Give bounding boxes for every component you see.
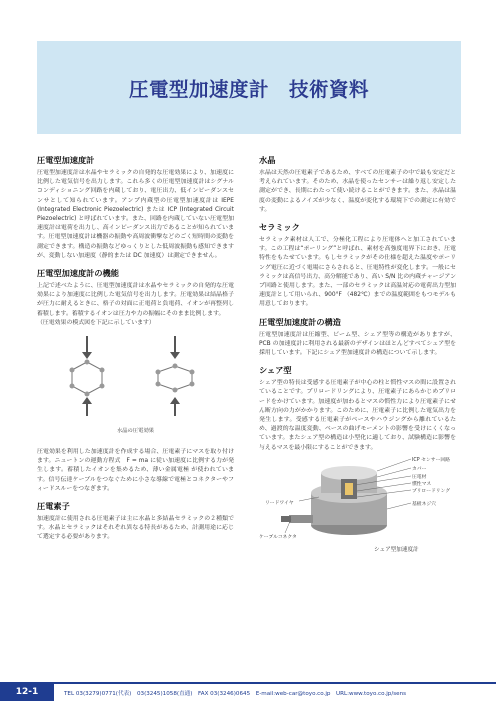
paragraph-shear: シェア型の特長は受感する圧電素子が中心の柱と慣性マスの間に設置されていることです。プリロードリングにより、圧電素子にあらかじめプリロードをかけています。加速度が加わるとマスの慣性力により圧電素子にせん断方向の力がかかります。このために、圧電素子に比例した電気出力を発生します。受感する圧電素子がベースやハウジングから離れているため、過渡的な温度変動、ベースの曲げモーメントの影響を受けにくくなっています。またシェア型の構造は小型化に適しており、試験構造に影響を与えるマスを最小限にすることができます。	[259, 380, 456, 451]
crystal-lattice-right	[156, 364, 195, 393]
diagram-note: （圧電効果の模式図を下記に示しています）	[37, 319, 155, 326]
arrow-up-left	[82, 397, 92, 416]
piezo-effect-diagram	[37, 328, 234, 426]
arrow-up-right	[170, 397, 180, 416]
sensor-housing	[311, 466, 387, 535]
heading-piezo-accelerometer: 圧電型加速度計	[37, 155, 95, 165]
left-column	[37, 155, 234, 543]
footer-bar	[0, 682, 496, 701]
arrow-down-right	[170, 336, 180, 359]
shear-sensor-illustration	[259, 453, 456, 560]
label-base-screw: 基板ネジ穴	[412, 501, 436, 507]
label-cable-connector: ケーブルコネクタ	[259, 534, 297, 540]
paragraph-structure: 圧電型加速度計は圧縮型、ビーム型、シェア型等の構造がありますが、PCB の加速度計に利用される最新のデザインはほとんどすべてシェア型を採用しています。下記にシェア型加速度計の構造について示します。	[259, 331, 456, 357]
page-title: 圧電型加速度計 技術資料	[128, 77, 369, 101]
paragraph-piezo-accelerometer: 圧電型加速度計は水晶やセラミックの自発的な圧電効果により、加速度に比例した電気信号を出力します。これら多くの圧電型加速度計はシグナルコンディショニング回路を内蔵しており、電圧出力、低インピーダンスセンサとして知られています。アンプ内蔵型の圧電型加速度計は IEPE (Integrated Electronic Piezoelectric) または ICP (Integrated Circuit Piezoelectric) と呼ばれています。また、回路を内蔵していない圧電型加速度計は電荷を出力し、高インピーダンス出力であることが知られています。圧電型加速度計は機器の振動や高周波衝撃などのごく短時間の変動を測定できます。構造の振動などゆっくりとした低周波振動も感知できますが、変動しない加速度（静的または DC 加速度）は測定できません。	[37, 170, 234, 259]
label-lead-wire: リードワイヤ	[265, 500, 294, 506]
sensor-caption: シェア型加速度計	[374, 546, 419, 553]
title-banner	[37, 41, 461, 134]
heading-function: 圧電型加速度計の機能	[37, 268, 119, 279]
label-cover: カバー	[412, 466, 427, 472]
paragraph-quartz: 水晶は天然の圧電素子であるため、すべての圧電素子の中で最も安定だと考えられています。そのため、水晶を使ったセンサーは繰り返し安定した測定ができ、長期にわたって使い続けることができます。また、水晶は温度の変動によるノイズが少なく、温度が変化する環境下での測定に有効です。	[259, 170, 456, 213]
heading-structure: 圧電型加速度計の構造	[259, 316, 341, 327]
label-preload-ring: プリロードリング	[412, 488, 451, 494]
contact-info: TEL 03(3279)0771(代表) 03(3245)1058(直通) FAX 03(3246)0645 E-mail:web-car@toyo.co.jp URL:www.toyo.co.jp/sens	[54, 682, 496, 701]
paragraph-ceramic: セラミック素材は人工で、分極化工程により圧電体へと加工されています。この工程は“ポーリング”と呼ばれ、素材を高強度電界下におき、圧電特性をもたせています。もしセラミックがその仕様を超えた温度やポーリング電圧に近づく電場にさらされると、圧電特性が変化します。一般にセラミックは高信号出力、高分解能であり、高い S/N 比の内蔵チャージアンプ回路と使用します。また、一部のセラミックは高温対応の電荷出力型加速度計として用いられ、900°F （482℃）までの温度範囲をもつモデルも用意しております。	[259, 237, 456, 308]
heading-shear: シェア型	[259, 365, 292, 376]
paragraph-construction: 圧電効果を利用した加速度計を作成する場合、圧電素子にマスを取り付けます。ニュートンの運動方程式 F = ma に従い加速度に比例する力が発生します。蓄積したイオンを集めるため、薄い金属電極 が使われています。信号伝達ケーブルをつなぐために小さな導線で電極とコネクターやフィードスルーをつなぎます。	[37, 449, 234, 492]
label-mass: 慣性マス	[412, 481, 432, 487]
right-column	[259, 155, 456, 560]
label-crystal: 圧電材	[412, 474, 427, 480]
paragraph-piezo-element: 加速度計に使用される圧電素子は主に水晶と多結晶セラミックの２種類です。水晶とセラミックはそれぞれ異なる特長があるため、計測用途に応じて選定する必要があります。	[37, 516, 234, 541]
label-icp-circuit: ICP センサー回路	[412, 457, 450, 463]
paragraph-function: 上記で述べたように、圧電型加速度計は水晶やセラミックの自発的な圧電効果により加速度に比例した電気信号を出力します。圧電効果は結晶格子が圧力に耐えるときに、格子の対面に正電荷と負電荷、イオンが再整列し蓄積します。蓄積するイオンは圧力や力の振幅にそのまま比例します。	[37, 283, 234, 317]
arrow-down-left	[82, 336, 92, 359]
diagram-caption: 水晶の圧電効果	[116, 428, 155, 435]
page-number: 12-1	[0, 682, 54, 701]
crystal-diagram-svg	[37, 328, 234, 418]
cable-connector	[281, 515, 313, 523]
heading-ceramic: セラミック	[259, 222, 300, 233]
heading-quartz: 水晶	[259, 155, 276, 165]
crystal-lattice-left	[70, 360, 105, 397]
heading-piezo-element: 圧電素子	[37, 501, 70, 512]
